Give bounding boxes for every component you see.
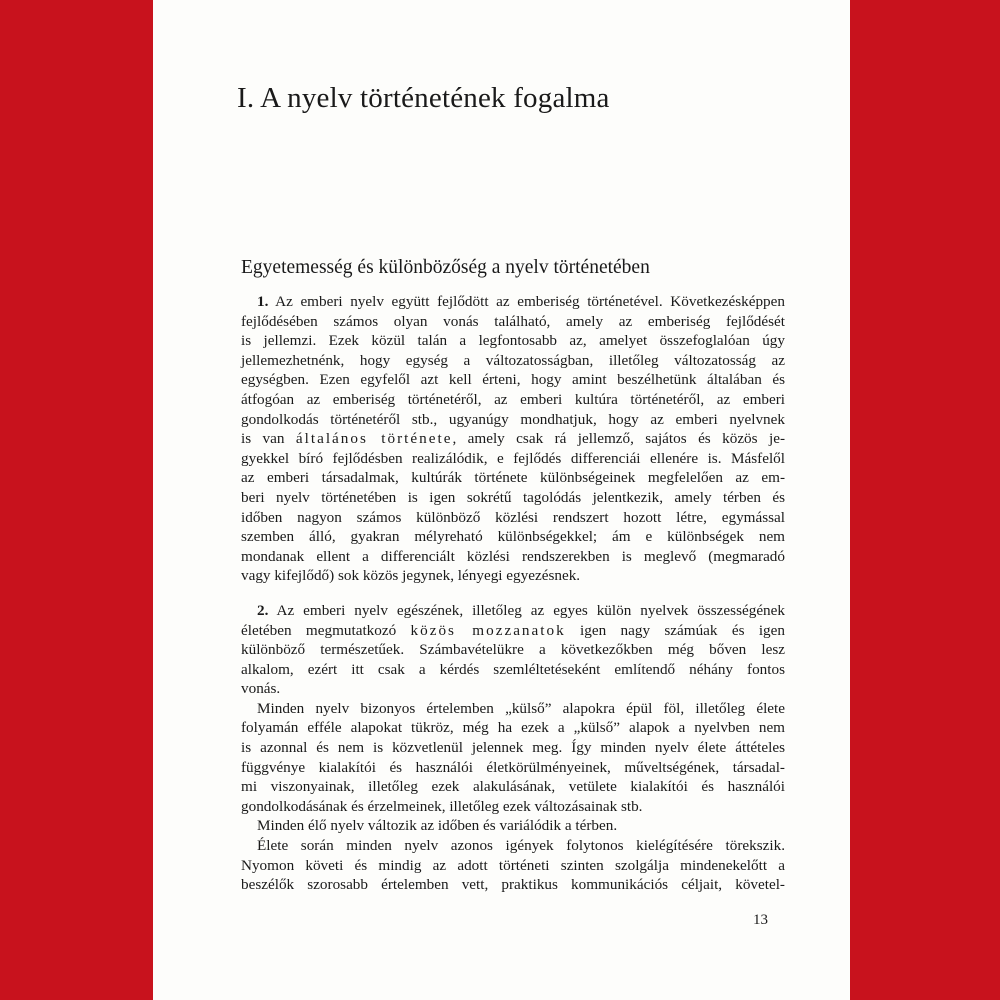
body-text [241,292,785,895]
text-line: időben nagyon számos különböző közlési rendszert hozott létre, egymással [241,508,785,526]
emphasized-phrase: általános története [295,430,453,448]
paragraph-2 [241,601,785,699]
text-fragment: Az emberi nyelv egészének, illetőleg az egyes külön nyelvek összességének [268,601,785,619]
text-line: mondanak ellent a differenciált közlési rendszerekben is meglevő (megmaradó [241,547,785,565]
text-line: különböző természetűek. Számbavételükre a következőkben még bőven lesz [241,641,785,659]
text-line: jellemezhetnénk, hogy egység a változatosságban, illetőleg változatosság az [241,351,785,369]
text-line: gyekkel bíró fejlődésben realizálódik, e fejlődés differenciái ellenére is. Másfelől [241,449,785,467]
text-line: beszélők szorosabb értelemben vett, praktikus kommunikációs céljait, követel- [241,876,785,894]
text-fragment: , amely csak rá jellemző, sajátos és közös je- [452,430,786,448]
section-title: Egyetemesség és különbözőség a nyelv történetében [241,257,650,278]
text-line: gondolkodásának és érzelmeinek, illetőleg ezek változásainak stb. [241,797,643,815]
text-line: egységben. Ezen egyfelől azt kell érteni, hogy amint beszélhetünk általában és [241,371,785,389]
text-fragment: Az emberi nyelv együtt fejlődött az emberiség történetével. Következésképpen [268,293,785,310]
text-fragment: is van [241,430,296,448]
text-line: átfogóan az emberiség történetéről, az emberi kultúra történetéről, az emberi [241,390,785,408]
page-number: 13 [753,912,768,928]
text-line [241,621,785,641]
text-fragment: életében megmutatkozó [241,621,411,639]
paragraph-4 [241,816,785,836]
text-line [241,429,785,449]
text-line: vonás. [241,680,281,698]
paragraph-1 [241,292,785,586]
text-line: függvénye kialakítói és használói életkörülményeinek, műveltségének, társadal- [241,758,785,776]
text-line [241,601,785,621]
text-line: alkalom, ezért itt csak a kérdés szemléltetéseként említendő néhány fontos [241,660,785,678]
paragraph-5 [241,836,785,895]
text-fragment: igen nagy számúak és igen [565,621,785,639]
emphasized-phrase: közös mozzanatok [410,621,566,639]
text-line [241,292,785,312]
text-line: gondolkodás történetéről stb., ugyanúgy mondhatjuk, hogy az emberi nyelvnek [241,410,785,428]
text-line: az emberi társadalmak, kultúrák története különbségeinek megfelelően az em- [241,469,785,487]
text-line: fejlődésében számos olyan vonás található, amely az emberiség fejlődését [241,312,785,330]
text-line: beri nyelv történetében is igen sokrétű tagolódás jelentkezik, amely térben és [241,488,785,506]
paragraph-number: 2. [257,601,269,619]
paragraph-number: 1. [257,293,269,310]
text-line: is azonnal és nem is közvetlenül jelennek meg. Így minden nyelv élete áttételes [241,739,785,757]
book-page [153,0,850,1000]
text-line: mi viszonyainak, illetőleg ezek alakulásának, vetülete kialakítói és használói [241,778,785,796]
text-line: Minden élő nyelv változik az időben és variálódik a térben. [257,817,618,835]
paragraph-3 [241,699,785,817]
paragraph-gap [241,586,785,601]
text-line: Élete során minden nyelv azonos igények folytonos kielégítésére törekszik. [257,837,785,855]
text-line: Minden nyelv bizonyos értelemben „külső” alapokra épül föl, illetőleg élete [257,699,785,717]
text-line: is jellemzi. Ezek közül talán a legfontosabb az, amelyet összefoglalóan úgy [241,332,785,350]
text-line: folyamán efféle alapokat tükröz, még ha ezek a „külső” alapok a nyelvben nem [241,719,785,737]
text-line: szemben álló, gyakran mélyreható különbségekkel; ám e különbségek nem [241,528,785,546]
text-line: vagy kifejlődő) sok közös jegynek, lényegi egyezésnek. [241,567,581,585]
chapter-title: I. A nyelv történetének fogalma [237,82,610,114]
text-line: Nyomon követi és mindig az adott történeti szinten szolgálja mindenekelőtt a [241,856,785,874]
